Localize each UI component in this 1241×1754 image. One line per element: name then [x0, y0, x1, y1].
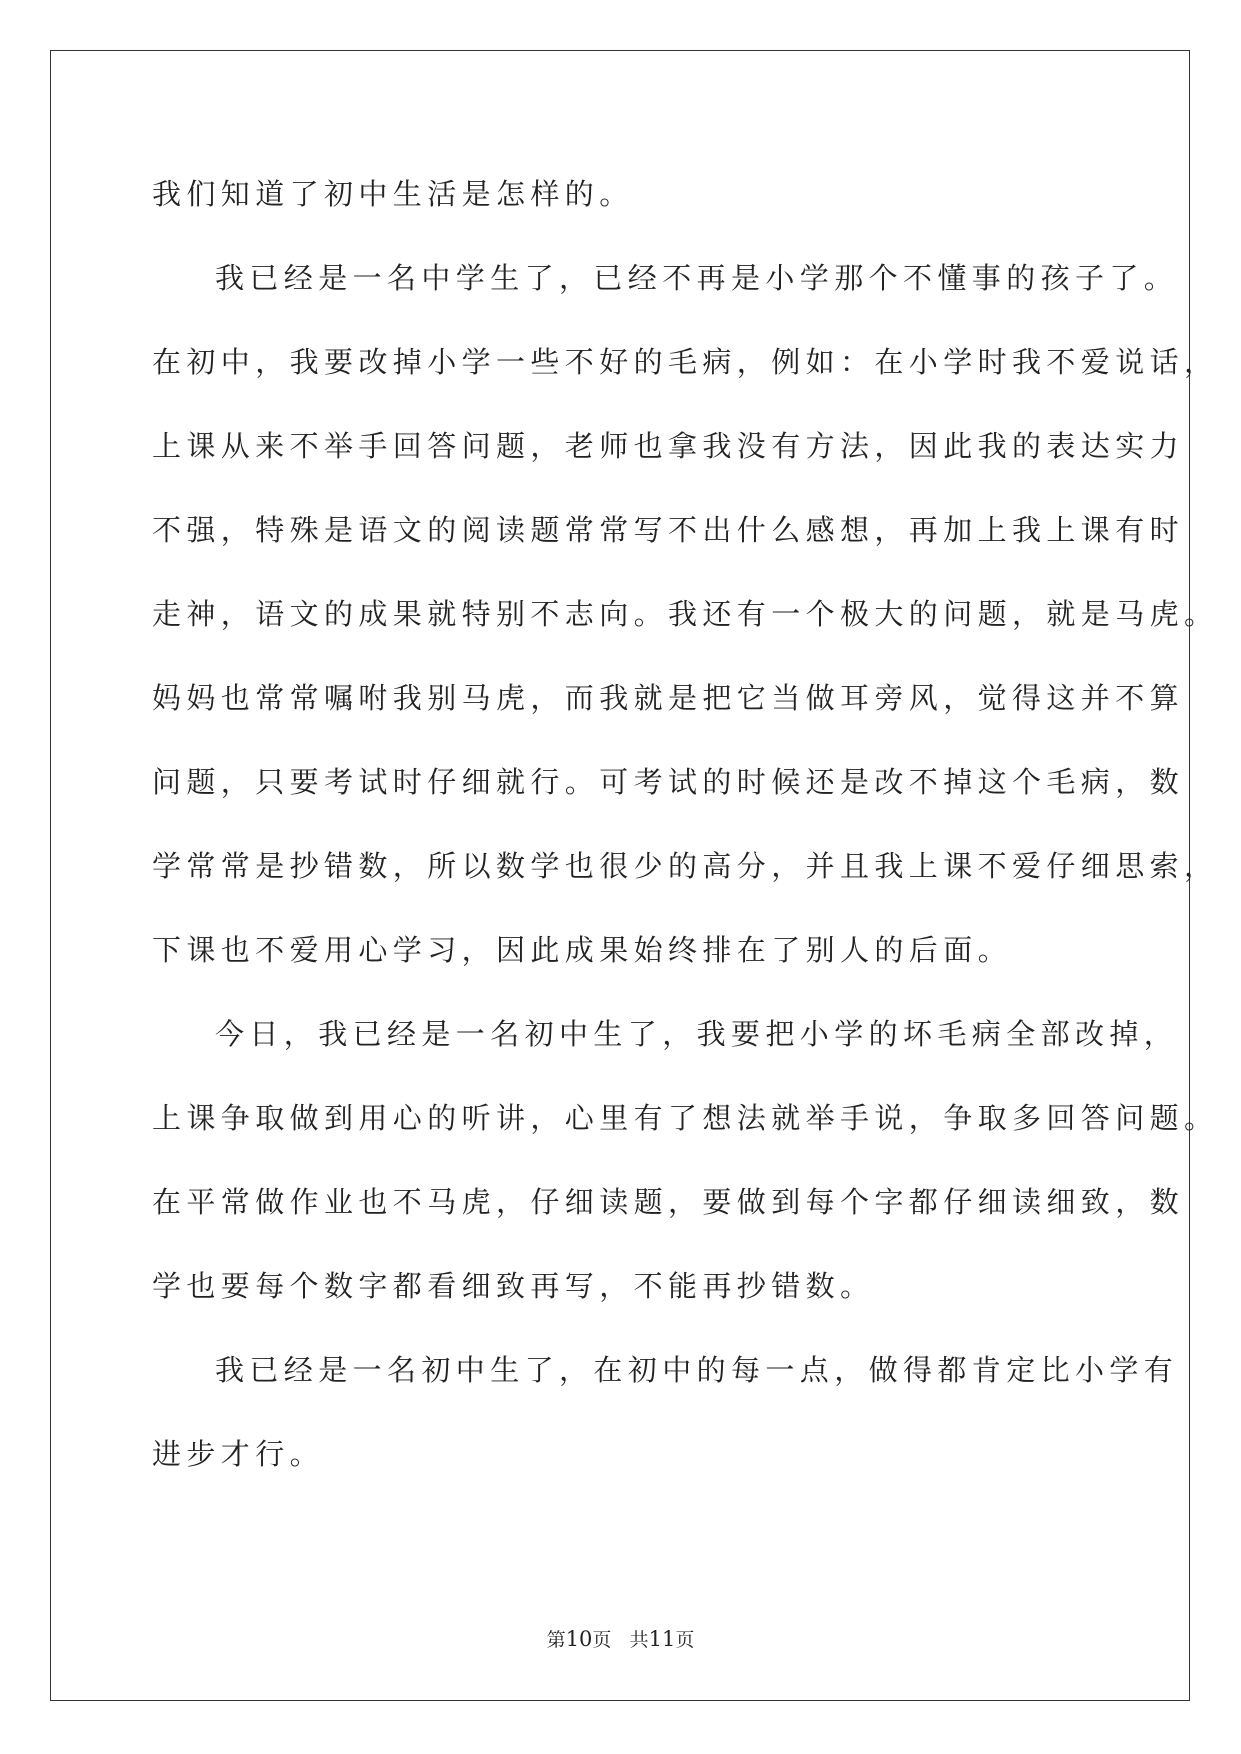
- text-line-2: 我已经是一名中学生了，已经不再是小学那个不懂事的孩子了。: [215, 261, 1179, 295]
- text-line-12: 上课争取做到用心的听讲，心里有了想法就举手说，争取多回答问题。: [152, 1101, 1219, 1135]
- text-line-15: 我已经是一名初中生了，在初中的每一点，做得都肯定比小学有: [215, 1353, 1179, 1387]
- text-line-3: 在初中，我要改掉小学一些不好的毛病，例如：在小学时我不爱说话，: [152, 345, 1219, 379]
- text-line-5: 不强，特殊是语文的阅读题常常写不出什么感想，再加上我上课有时: [152, 513, 1185, 547]
- text-line-13: 在平常做作业也不马虎，仔细读题，要做到每个字都仔细读细致，数: [152, 1185, 1185, 1219]
- page-suffix: 页: [592, 1629, 612, 1651]
- text-line-6: 走神，语文的成果就特别不志向。我还有一个极大的问题，就是马虎。: [152, 597, 1219, 631]
- page-prefix: 第: [546, 1629, 566, 1651]
- total-page-number: 11: [648, 1627, 676, 1651]
- text-line-9: 学常常是抄错数，所以数学也很少的高分，并且我上课不爱仔细思索，: [152, 849, 1219, 883]
- total-prefix: 共: [629, 1629, 649, 1651]
- text-line-10: 下课也不爱用心学习，因此成果始终排在了别人的后面。: [152, 933, 1013, 967]
- document-body: [152, 162, 1219, 1506]
- text-line-11: 今日，我已经是一名初中生了，我要把小学的坏毛病全部改掉，: [215, 1017, 1179, 1051]
- text-line-14: 学也要每个数字都看细致再写，不能再抄错数。: [152, 1269, 875, 1303]
- total-suffix: 页: [675, 1629, 695, 1651]
- current-page-number: 10: [565, 1627, 593, 1651]
- text-line-4: 上课从来不举手回答问题，老师也拿我没有方法，因此我的表达实力: [152, 429, 1185, 463]
- page-number-footer: [0, 1625, 1241, 1652]
- text-line-8: 问题，只要考试时仔细就行。可考试的时候还是改不掉这个毛病，数: [152, 765, 1185, 799]
- text-line-16: 进步才行。: [152, 1437, 325, 1471]
- text-line-1: 我们知道了初中生活是怎样的。: [152, 177, 634, 211]
- text-line-7: 妈妈也常常嘱咐我别马虎，而我就是把它当做耳旁风，觉得这并不算: [152, 681, 1185, 715]
